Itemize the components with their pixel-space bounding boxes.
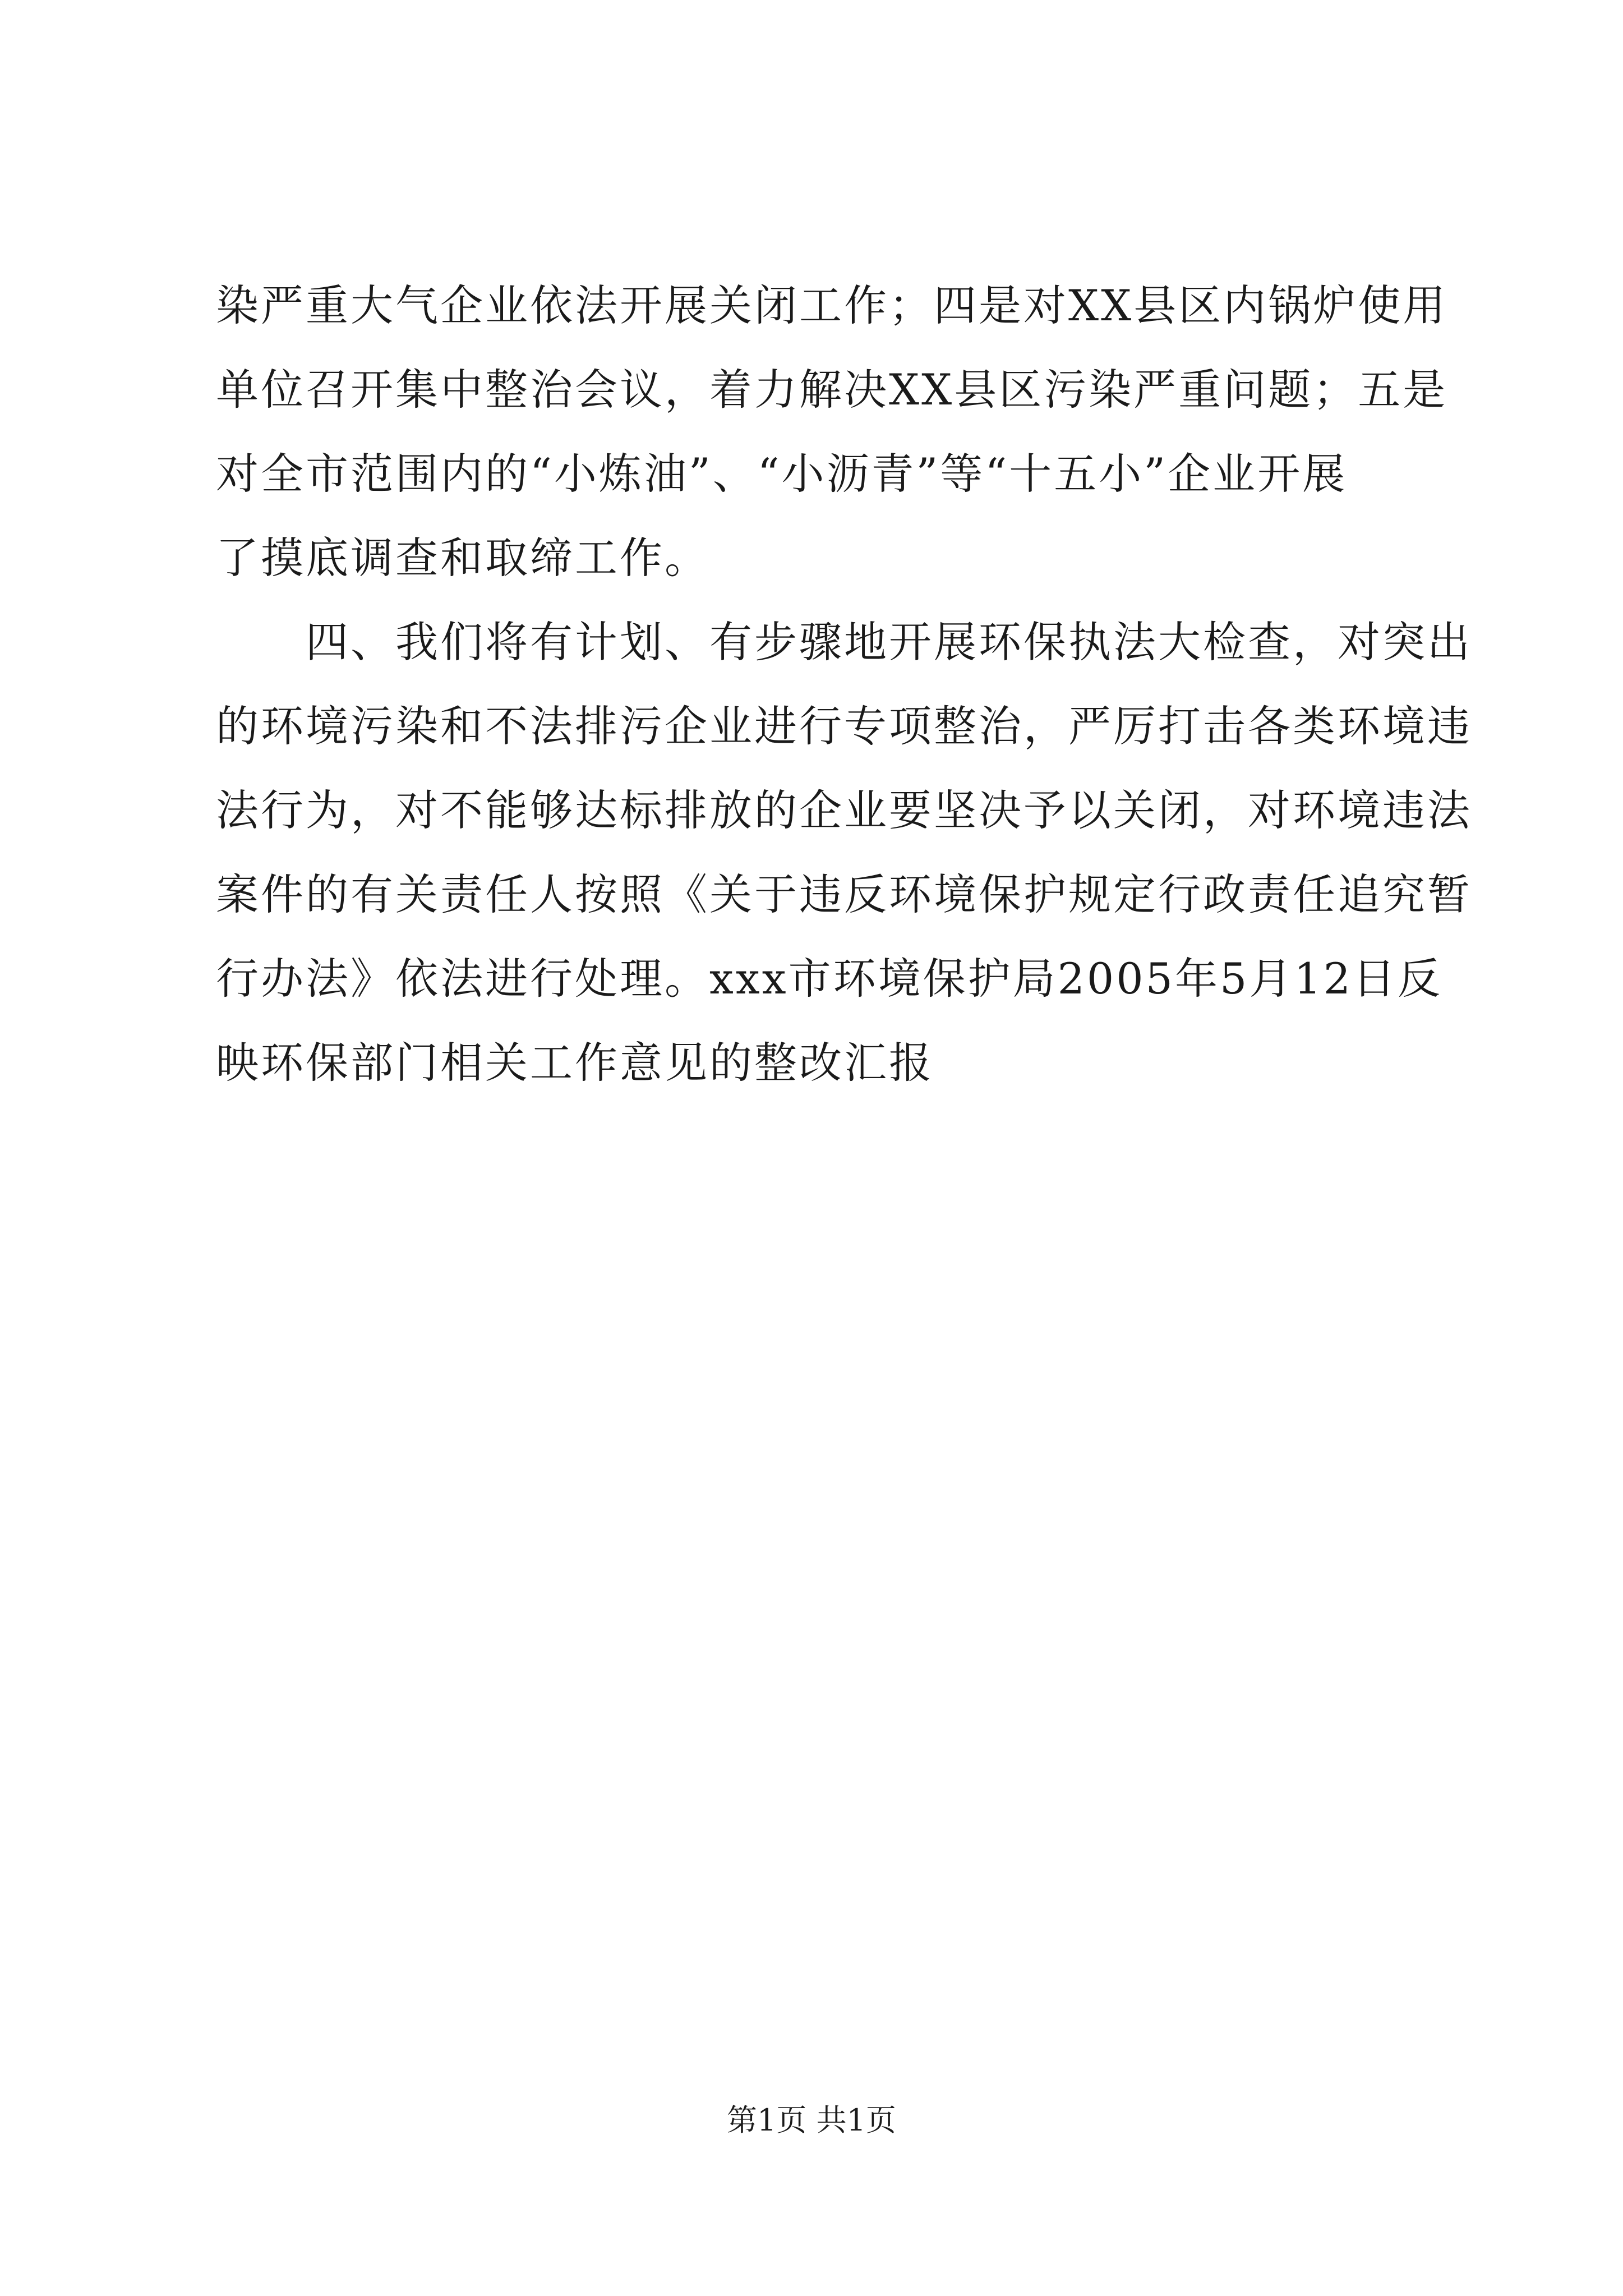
text-line: 染严重大气企业依法开展关闭工作；四是对XX县区内锅炉使用 [216,280,1448,330]
text-line: 行办法》依法进行处理。xxx市环境保护局2005年5月12日反 [216,954,1443,1004]
document-body [216,264,1472,1105]
text-line: 法行为，对不能够达标排放的企业要坚决予以关闭，对环境违法 [216,785,1472,835]
text-line: 了摸底调查和取缔工作。 [216,533,709,583]
text-line: 案件的有关责任人按照《关于违反环境保护规定行政责任追究暂 [216,869,1472,919]
text-line: 映环保部门相关工作意见的整改汇报 [216,1038,934,1088]
page-number-footer: 第1页 共1页 [727,2102,896,2138]
text-line: 的环境污染和不法排污企业进行专项整治，严厉打击各类环境违 [216,701,1472,751]
text-line: 四、我们将有计划、有步骤地开展环保执法大检查，对突出 [216,617,1472,667]
text-line: 单位召开集中整治会议，着力解决XX县区污染严重问题；五是 [216,365,1448,415]
text-line: 对全市范围内的“小炼油”、“小沥青”等“十五小”企业开展 [216,449,1348,499]
